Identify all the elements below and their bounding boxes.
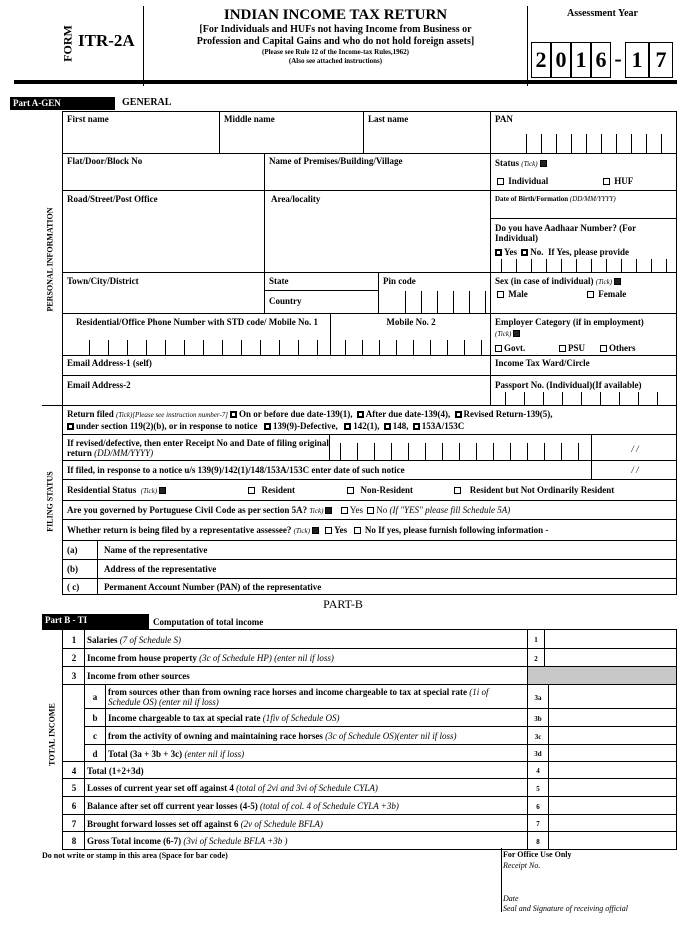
part-b-heading: Computation of total income: [153, 617, 264, 627]
status-huf[interactable]: HUF: [601, 176, 633, 186]
row-number: 1: [62, 629, 85, 649]
non-resident-option[interactable]: Non-Resident: [345, 485, 413, 495]
pan-field[interactable]: [490, 111, 677, 154]
instructions-note: (Also see attached instructions): [288, 57, 383, 65]
employer-psu[interactable]: PSU: [557, 343, 585, 353]
label: PAN: [495, 114, 513, 124]
label: If revised/defective, then enter Receipt No and Date of filing original return (DD/MM/YYYY): [67, 438, 329, 458]
tick-icon: [513, 330, 520, 337]
resident-option[interactable]: Resident: [246, 485, 295, 495]
email-2-field[interactable]: [62, 375, 491, 406]
rule-note: (Please see Rule 12 of the Income-tax Rules,1962): [262, 48, 409, 56]
seal-label: Seal and Signature of receiving official: [503, 904, 628, 913]
row-code: 1: [527, 629, 545, 649]
line2: under section 119(2)(b), or in response to notice 139(9)-Defective, 142(1), 148, 153A/153C: [65, 421, 464, 431]
year-digit: 7: [649, 42, 673, 78]
checkbox-icon[interactable]: [325, 527, 332, 534]
row-letter: a: [84, 684, 106, 709]
amount-input[interactable]: [548, 796, 677, 815]
row-description: from the activity of owning and maintaining race horses (3c of Schedule OS)(enter nil if loss): [105, 726, 528, 745]
subtitle: [For Individuals and HUFs not having Income from Business or: [199, 24, 472, 35]
part-b-title: PART-B: [323, 597, 363, 611]
checkbox-icon[interactable]: [454, 487, 461, 494]
label: Name of Premises/Building/Village: [269, 156, 403, 166]
tick-icon: [614, 278, 621, 285]
premises-field[interactable]: [264, 153, 491, 191]
part-a-heading: GENERAL: [122, 97, 172, 108]
checkbox-icon[interactable]: [413, 423, 420, 430]
title-block: [144, 7, 527, 66]
tick-icon: [540, 160, 547, 167]
subtitle: Profession and Capital Gains and who do not hold foreign assets]: [196, 36, 475, 47]
label: Pin code: [383, 276, 416, 286]
mobile-boxes: [345, 340, 491, 355]
flat-field[interactable]: [62, 153, 265, 191]
label: Country: [269, 296, 302, 306]
passport-boxes: [505, 392, 677, 406]
checkbox-icon[interactable]: [357, 411, 364, 418]
aadhaar-options: Yes No. If Yes, please provide: [493, 247, 629, 257]
checkbox-icon[interactable]: [495, 249, 502, 256]
aadhaar-field[interactable]: [490, 218, 677, 273]
return-filed-row: [62, 405, 677, 435]
row-description: Income chargeable to tax at special rate (1fiv of Schedule OS): [105, 708, 528, 727]
row-number: 7: [62, 814, 85, 832]
row-description: Total (1+2+3d): [84, 761, 528, 779]
row-code: 8: [527, 831, 549, 850]
phone-field[interactable]: [62, 313, 331, 356]
rep-key: [62, 559, 98, 579]
revised-label-cell: [62, 434, 330, 461]
checkbox-icon[interactable]: [367, 507, 374, 514]
aadhaar-boxes: [501, 259, 677, 273]
side-label: FILING STATUS: [45, 471, 55, 532]
representative-row: [62, 519, 677, 541]
row-number: 6: [62, 796, 85, 815]
residential-status-row: [62, 479, 677, 501]
town-field[interactable]: [62, 272, 265, 314]
label: If filed, in response to a notice u/s 139(9)/142(1)/148/153A/153C enter date of such notice: [67, 465, 405, 475]
pin-code-field[interactable]: [378, 272, 491, 314]
checkbox-icon[interactable]: [497, 178, 504, 185]
phone-boxes: [89, 340, 331, 355]
last-name-field[interactable]: [363, 111, 491, 154]
employer-category-field: [490, 313, 677, 356]
sex-field: [490, 272, 677, 314]
label: Email Address-1 (self): [67, 358, 152, 368]
checkbox-icon[interactable]: [230, 411, 237, 418]
side-label: TOTAL INCOME: [47, 703, 57, 766]
ward-field[interactable]: [490, 355, 677, 376]
portuguese-row: [62, 500, 677, 520]
label: (b): [67, 564, 78, 574]
email-1-field[interactable]: [62, 355, 491, 376]
checkbox-icon[interactable]: [559, 345, 566, 352]
row-description: Salaries (7 of Schedule S): [84, 629, 528, 649]
year-digit: 6: [591, 42, 611, 78]
label: Name of the representative: [104, 545, 208, 555]
label: Sex (in case of individual) (Tick): [495, 276, 623, 287]
label: Residential/Office Phone Number with STD code/ Mobile No. 1: [75, 317, 319, 327]
middle-name-field[interactable]: [219, 111, 364, 154]
row-letter: c: [84, 726, 106, 745]
label: Last name: [368, 114, 409, 124]
part-a-tag: Part A-GEN: [10, 97, 115, 110]
form-label: FORM: [60, 25, 75, 62]
date-separator: / /: [631, 465, 639, 475]
row-description: Income from other sources: [84, 666, 528, 685]
row-description: Income from house property (3c of Schedule HP) (enter nil if loss): [84, 648, 528, 667]
office-use-label: For Office Use Only: [503, 850, 572, 859]
label: Address of the representative: [104, 564, 217, 574]
shaded-cell: [527, 666, 677, 685]
label: Flat/Door/Block No: [67, 156, 143, 166]
row-description: Losses of current year set off against 4 (total of 2vi and 3vi of Schedule CYLA): [84, 778, 528, 797]
mobile-2-field[interactable]: [330, 313, 491, 356]
amount-input[interactable]: [548, 831, 677, 850]
label: Mobile No. 2: [386, 317, 436, 327]
label: Income Tax Ward/Circle: [495, 358, 590, 368]
year-digit: 1: [571, 42, 591, 78]
area-field[interactable]: [264, 190, 491, 273]
row-number: 8: [62, 831, 85, 850]
receipt-boxes: [340, 443, 590, 461]
rep-name-field[interactable]: [97, 540, 677, 560]
label: Are you governed by Portuguese Civil Code as per section 5A? Tick) Yes No (If "YES" please fill Schedule 5A): [67, 505, 511, 515]
label: Status (Tick): [495, 158, 549, 169]
row-code: 4: [527, 761, 549, 779]
employer-govt[interactable]: Govt.: [493, 343, 525, 353]
row-letter: d: [84, 744, 106, 762]
form-title: INDIAN INCOME TAX RETURN: [223, 7, 448, 23]
label: Residential Status (Tick): [67, 485, 168, 496]
tick-icon: [159, 487, 166, 494]
amount-input[interactable]: [548, 684, 677, 709]
date-label: Date: [503, 894, 519, 903]
row-description: Total (3a + 3b + 3c) (enter nil if loss): [105, 744, 528, 762]
tick-icon: [312, 527, 319, 534]
label: Permanent Account Number (PAN) of the representative: [104, 582, 322, 592]
row-letter: b: [84, 708, 106, 727]
checkbox-icon[interactable]: [384, 423, 391, 430]
row-code: 3c: [527, 726, 549, 745]
checkbox-icon[interactable]: [495, 345, 502, 352]
amount-input[interactable]: [548, 708, 677, 727]
row-code: 3a: [527, 684, 549, 709]
year-dash: -: [614, 46, 622, 71]
state-field[interactable]: [264, 272, 379, 291]
divider: [501, 848, 502, 912]
form-code: ITR-2A: [78, 31, 135, 50]
rep-key: [62, 578, 98, 595]
label: (a): [67, 545, 78, 555]
sex-female[interactable]: Female: [585, 289, 626, 299]
row-code: 3b: [527, 708, 549, 727]
label: Road/Street/Post Office: [67, 194, 158, 204]
label: Date of Birth/Formation (DD/MM/YYYY): [495, 195, 616, 203]
label: ( c): [67, 582, 80, 592]
rep-pan-field[interactable]: [97, 578, 677, 595]
row-code: 6: [527, 796, 549, 815]
row-number: 5: [62, 778, 85, 797]
rep-address-field[interactable]: [97, 559, 677, 579]
checkbox-icon[interactable]: [347, 487, 354, 494]
label: Town/City/District: [67, 276, 139, 286]
status-individual[interactable]: Individual: [495, 176, 548, 186]
receipt-no-field[interactable]: [329, 434, 592, 461]
row-number: 4: [62, 761, 85, 779]
year-digit: 1: [625, 42, 649, 78]
first-name-field[interactable]: [62, 111, 220, 154]
label: Email Address-2: [67, 380, 131, 390]
row-code: 2: [527, 648, 545, 667]
checkbox-icon[interactable]: [354, 527, 361, 534]
checkbox-icon[interactable]: [497, 291, 504, 298]
checkbox-icon[interactable]: [67, 423, 74, 430]
row-number: 2: [62, 648, 85, 667]
row-description: Brought forward losses set off against 6 (2v of Schedule BFLA): [84, 814, 528, 832]
year-digit: 0: [551, 42, 571, 78]
checkbox-icon[interactable]: [248, 487, 255, 494]
line1: Return filed (Tick)[Please see instruction number-7] On or before due date-139(1), After due date-139(4), Revised Return-139(5),: [67, 409, 553, 419]
row-description: from sources other than from owning race horses and income chargeable to tax at special rate (1i of Schedule OS) (enter nil if loss): [105, 684, 528, 709]
pan-boxes: [526, 134, 676, 153]
assessment-year-label: Assessment Year: [566, 8, 638, 19]
employer-others[interactable]: Others: [598, 343, 636, 353]
amount-input[interactable]: [544, 648, 677, 667]
side-label: PERSONAL INFORMATION: [45, 207, 55, 312]
amount-input[interactable]: [548, 814, 677, 832]
tick-icon: [325, 507, 332, 514]
date-separator: / /: [631, 444, 639, 454]
amount-input[interactable]: [548, 778, 677, 797]
amount-input[interactable]: [548, 744, 677, 762]
rep-key: [62, 540, 98, 560]
header-rule: [14, 80, 677, 84]
amount-input[interactable]: [548, 726, 677, 745]
row-code: 7: [527, 814, 549, 832]
checkbox-icon[interactable]: [341, 507, 348, 514]
barcode-note: Do not write or stamp in this area (Space for bar code): [42, 851, 228, 860]
label: Whether return is being filed by a representative assessee? (Tick) Yes No If yes, please furnish following information -: [67, 525, 549, 535]
checkbox-icon[interactable]: [455, 411, 462, 418]
receipt-no-label: Receipt No.: [503, 861, 541, 870]
label: First name: [67, 114, 109, 124]
checkbox-icon[interactable]: [344, 423, 351, 430]
row-code: 3d: [527, 744, 549, 762]
status-field: [490, 153, 677, 191]
notice-row: [62, 460, 592, 480]
amount-input[interactable]: [548, 761, 677, 779]
sex-male[interactable]: Male: [495, 289, 528, 299]
label: State: [269, 276, 289, 286]
row-description: Gross Total income (6-7) (3vi of Schedule BFLA +3b ): [84, 831, 528, 850]
row-description: Balance after set off current year losses (4-5) (total of col. 4 of Schedule CYLA +3b): [84, 796, 528, 815]
dob-field[interactable]: [490, 190, 677, 219]
checkbox-icon[interactable]: [603, 178, 610, 185]
rnor-option[interactable]: Resident but Not Ordinarily Resident: [452, 485, 614, 495]
passport-field[interactable]: [490, 375, 677, 406]
checkbox-icon[interactable]: [264, 423, 271, 430]
amount-input[interactable]: [544, 629, 677, 649]
label: Middle name: [224, 114, 275, 124]
original-date-field[interactable]: [591, 434, 677, 461]
label: Passport No. (Individual)(If available): [495, 380, 642, 390]
tick-note: (Tick): [495, 328, 522, 339]
checkbox-icon[interactable]: [600, 345, 607, 352]
pin-boxes: [405, 291, 493, 313]
country-field[interactable]: [264, 290, 379, 314]
checkbox-icon[interactable]: [521, 249, 528, 256]
label: Do you have Aadhaar Number? (For Individual): [495, 223, 636, 243]
part-b-tag: Part B - TI: [42, 614, 149, 629]
row-number: 3: [62, 666, 85, 685]
year-digit: 2: [531, 42, 551, 78]
row-number-merged: [62, 684, 85, 762]
row-code: 5: [527, 778, 549, 797]
road-field[interactable]: [62, 190, 265, 273]
checkbox-icon[interactable]: [587, 291, 594, 298]
notice-date-field[interactable]: [591, 460, 677, 480]
label: Area/locality: [271, 194, 321, 204]
label: Employer Category (if in employment): [495, 317, 644, 327]
